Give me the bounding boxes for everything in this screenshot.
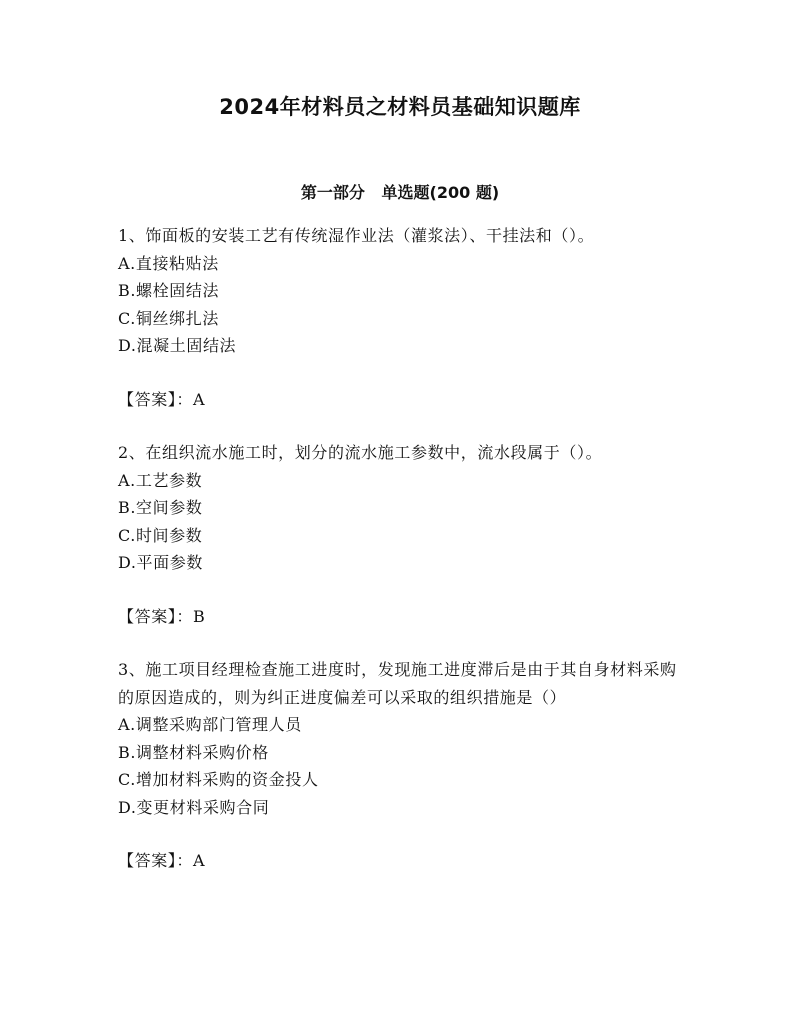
answer-line	[118, 847, 688, 875]
option-d: D.平面参数	[118, 553, 203, 572]
option-a: A.调整采购部门管理人员	[118, 715, 302, 734]
answer-label: 【答案】：	[118, 851, 194, 870]
option-c: C.时间参数	[118, 525, 203, 545]
option-a: A.工艺参数	[118, 470, 203, 490]
answer-label: 【答案】：	[118, 389, 194, 409]
option-c: C.增加材料采购的资金投人	[118, 770, 319, 789]
answer-label: 【答案】：	[118, 606, 194, 626]
answer-value: B	[193, 606, 205, 626]
option-a: A.直接粘贴法	[118, 253, 219, 273]
option-b: B.空间参数	[118, 498, 203, 517]
question-stem: 3、施工项目经理检查施工进度时，发现施工进度滞后是由于其自身材料采购的原因造成的，则为纠正进度偏差可以采取的组织措施是（）	[118, 660, 677, 707]
option-b: B.调整材料采购价格	[118, 742, 269, 762]
document-title: 2024年材料员之材料员基础知识题库	[219, 95, 581, 119]
answer-value: A	[193, 389, 205, 409]
option-d: D.变更材料采购合同	[118, 797, 270, 817]
option-b: B.螺栓固结法	[118, 281, 220, 300]
question-list	[118, 222, 688, 901]
option-d: D.混凝土固结法	[118, 336, 237, 355]
question-item	[118, 222, 688, 413]
answer-line	[118, 603, 688, 631]
option-c: C.铜丝绑扎法	[118, 308, 219, 328]
answer-line	[118, 386, 688, 414]
question-stem: 1、饰面板的安装工艺有传统湿作业法（灌浆法）、干挂法和（）。	[118, 226, 595, 245]
question-item	[118, 439, 688, 630]
section-heading: 第一部分 单选题(200 题)	[300, 183, 500, 202]
question-stem: 2、在组织流水施工时，划分的流水施工参数中，流水段属于（）。	[118, 443, 603, 462]
question-item	[118, 656, 688, 875]
answer-value: A	[193, 851, 205, 870]
